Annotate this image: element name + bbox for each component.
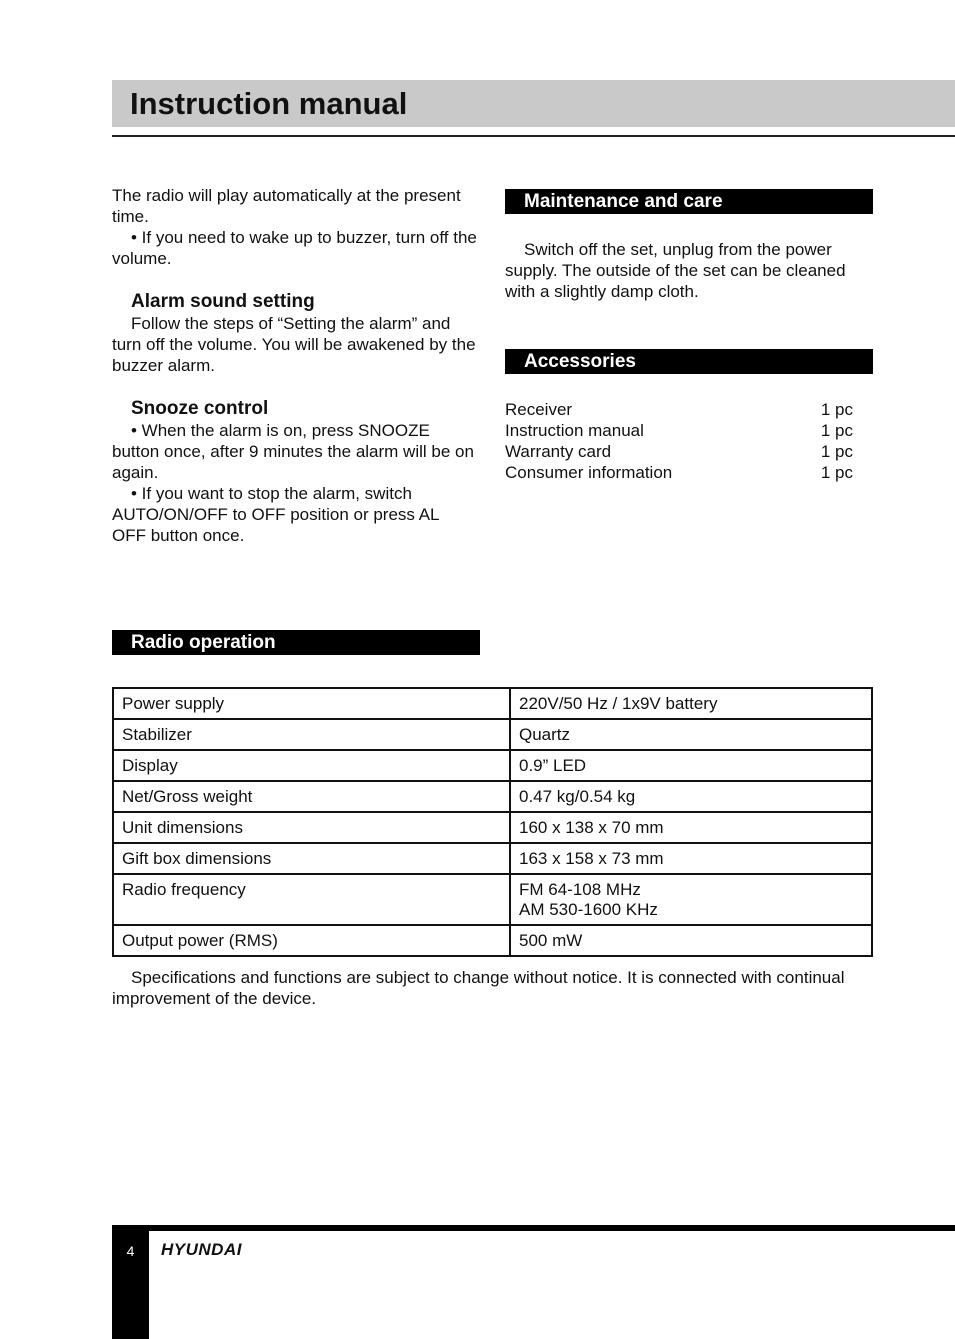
table-row: Unit dimensions 160 x 138 x 70 mm: [113, 812, 872, 843]
accessory-row: Consumer information 1 pc: [505, 463, 853, 482]
alarm-sound-text: Follow the steps of “Setting the alarm” and turn off the volume. You will be awakened by the buzzer alarm.: [112, 314, 476, 375]
snooze-bullet-1: • When the alarm is on, press SNOOZE button once, after 9 minutes the alarm will be on again.: [112, 421, 474, 482]
brand-logo: HYUNDAI: [161, 1240, 242, 1259]
table-row: Gift box dimensions 163 x 158 x 73 mm: [113, 843, 872, 874]
page-title: Instruction manual: [130, 86, 408, 121]
buzzer-bullet: • If you need to wake up to buzzer, turn off the volume.: [112, 228, 477, 268]
accessory-row: Instruction manual 1 pc: [505, 421, 853, 440]
accessories-heading: Accessories: [505, 349, 873, 374]
page-number: 4: [126, 1243, 135, 1259]
accessory-row: Warranty card 1 pc: [505, 442, 853, 461]
radio-operation-heading: Radio operation: [112, 630, 480, 655]
specifications-table: [112, 687, 873, 957]
spec-notice: Specifications and functions are subject to change without notice. It is connected with continual improvement of the device.: [112, 968, 845, 1008]
maintenance-heading: Maintenance and care: [505, 189, 873, 214]
maintenance-text: Switch off the set, unplug from the power supply. The outside of the set can be cleaned with a slightly damp cloth.: [505, 240, 846, 301]
accessory-row: Receiver 1 pc: [505, 400, 853, 419]
accessories-list: [505, 399, 853, 483]
table-row: Display 0.9” LED: [113, 750, 872, 781]
snooze-bullet-2: • If you want to stop the alarm, switch AUTO/ON/OFF to OFF position or press AL OFF button once.: [112, 484, 439, 545]
table-row: Stabilizer Quartz: [113, 719, 872, 750]
footer-rule: [112, 1225, 955, 1231]
table-row: Net/Gross weight 0.47 kg/0.54 kg: [113, 781, 872, 812]
table-row: Power supply 220V/50 Hz / 1x9V battery: [113, 688, 872, 719]
table-row: Output power (RMS) 500 mW: [113, 925, 872, 956]
left-column: [112, 185, 477, 546]
snooze-heading: Snooze control: [131, 398, 269, 419]
alarm-sound-heading: Alarm sound setting: [131, 291, 315, 312]
header-rule: [112, 135, 955, 137]
table-row: Radio frequency FM 64-108 MHz AM 530-1600 KHz: [113, 874, 872, 925]
auto-play-text: The radio will play automatically at the present time.: [112, 186, 461, 226]
